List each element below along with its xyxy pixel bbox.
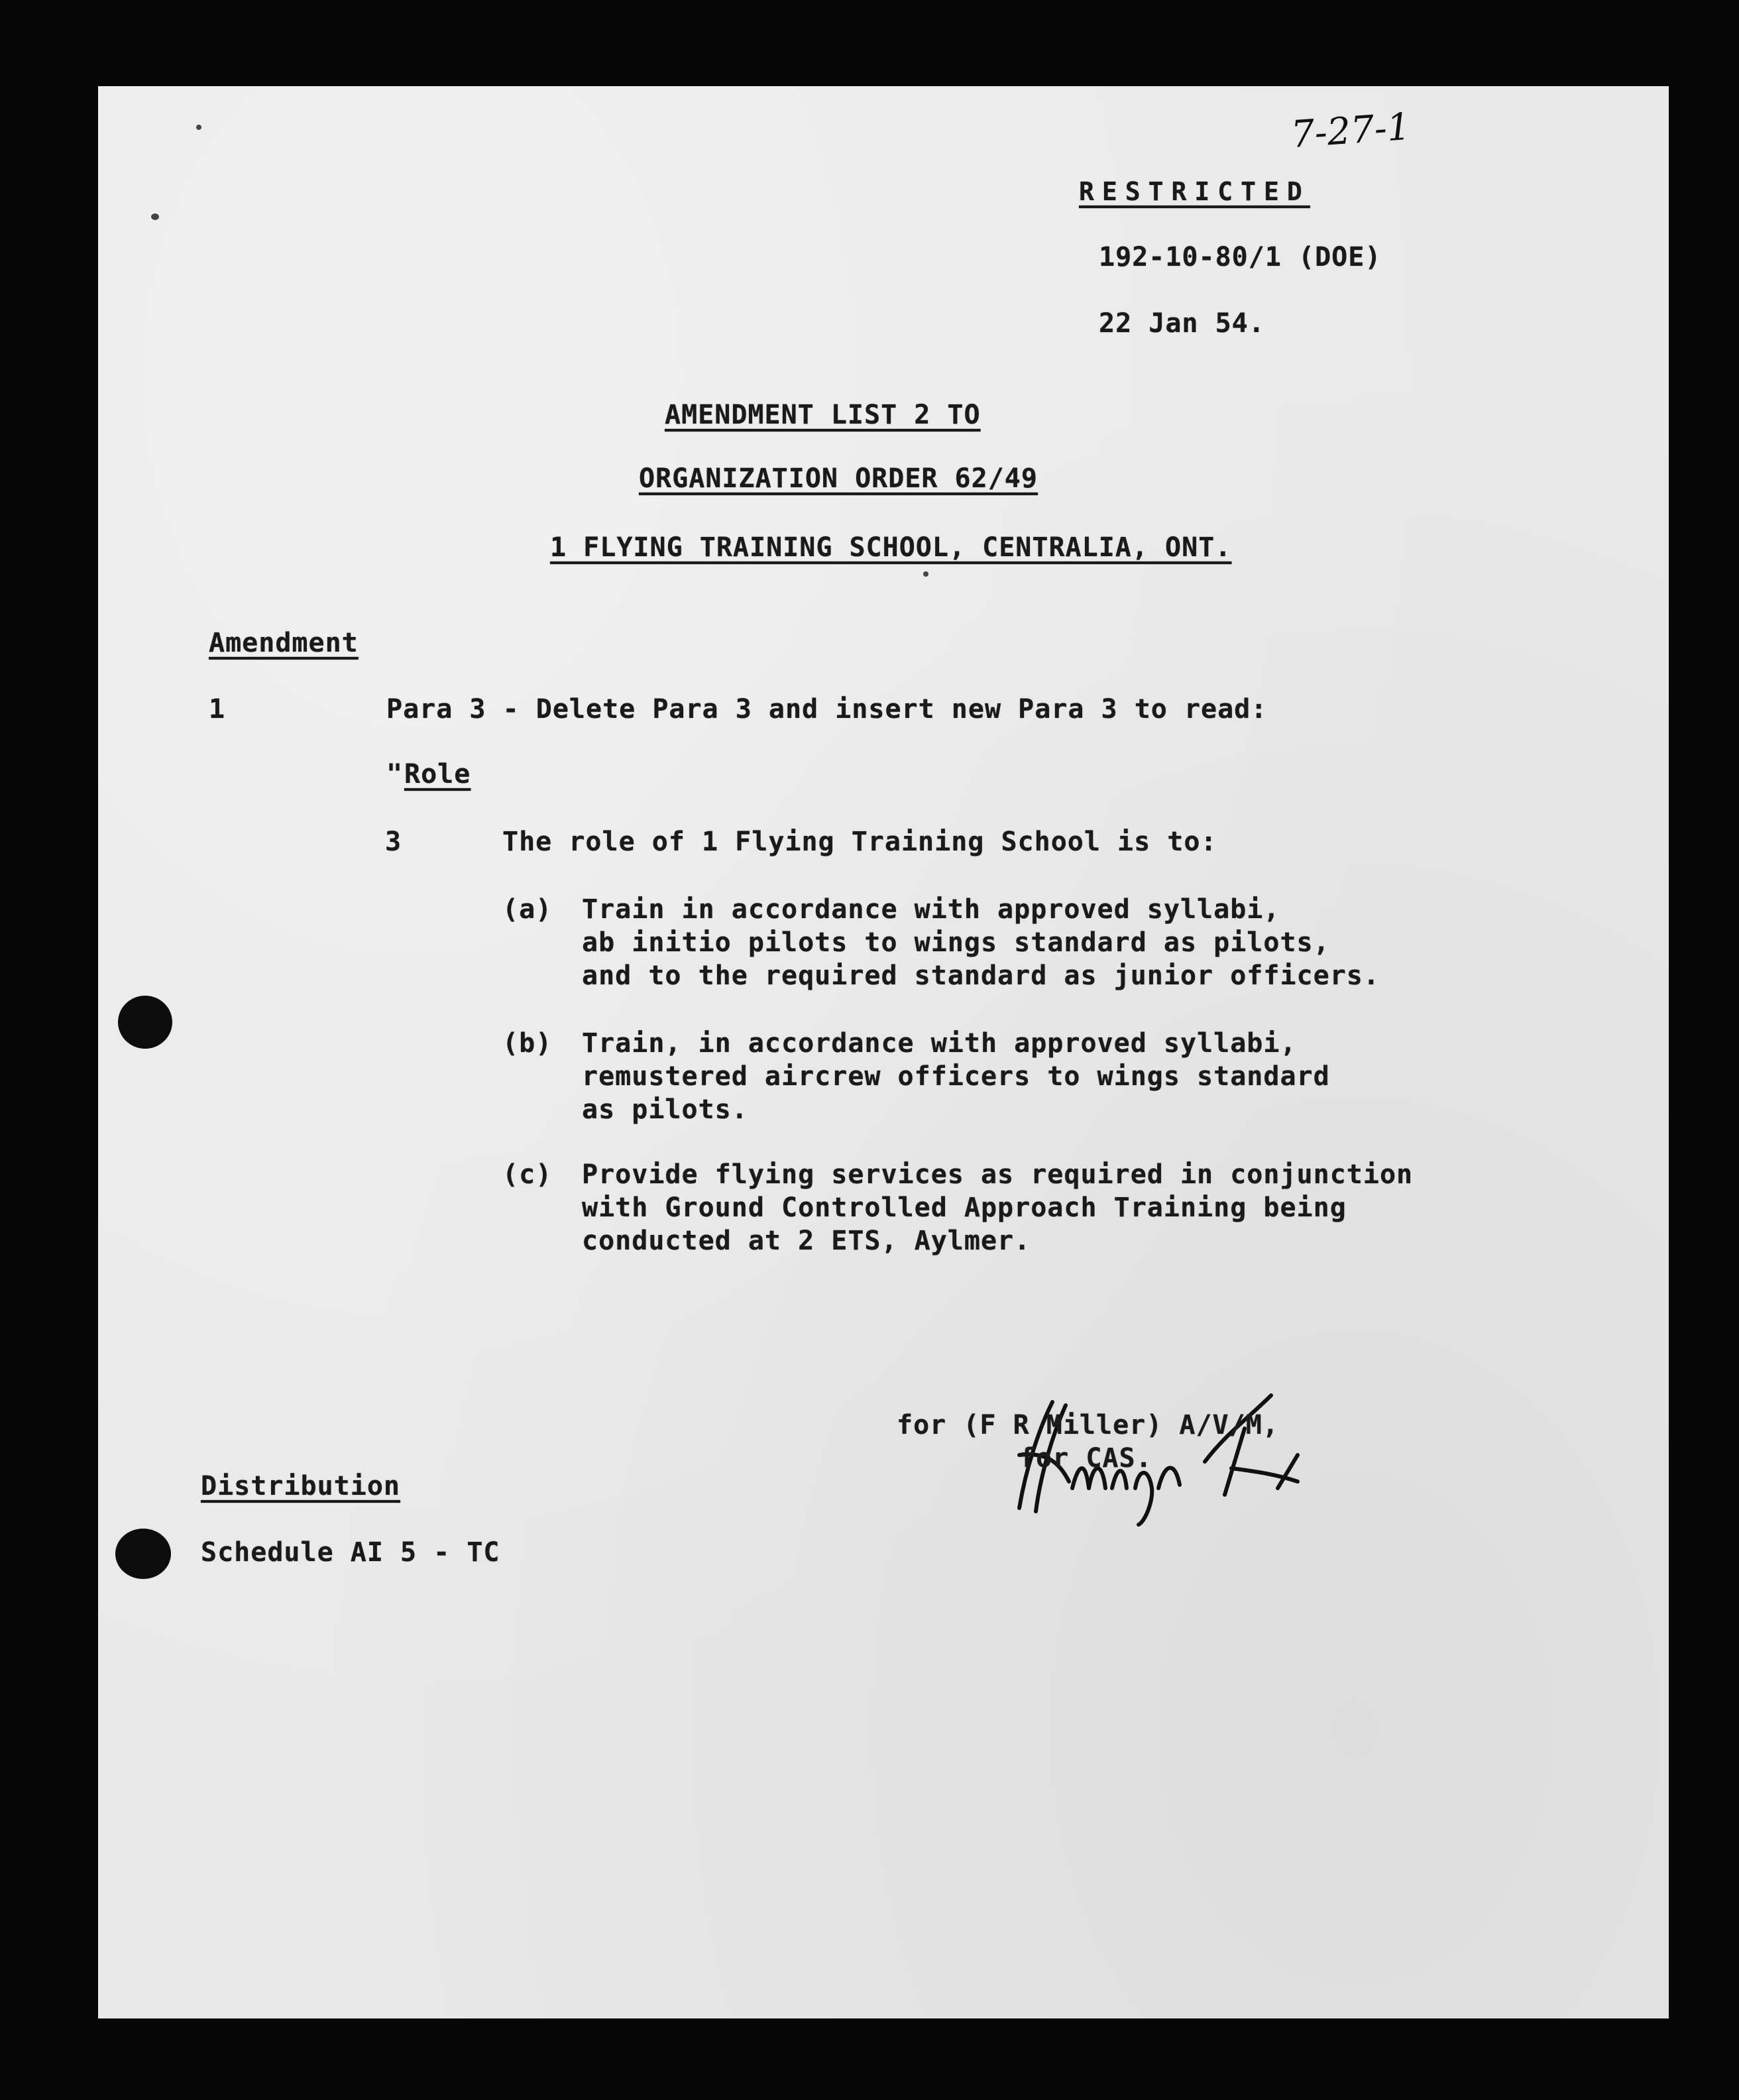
paper-speck bbox=[196, 125, 201, 130]
item-b-line-2: remustered aircrew officers to wings standard bbox=[582, 1061, 1330, 1092]
document-date: 22 Jan 54. bbox=[1099, 308, 1265, 339]
item-c-line-3: conducted at 2 ETS, Aylmer. bbox=[582, 1226, 1031, 1256]
item-a-line-2: ab initio pilots to wings standard as pilots, bbox=[582, 927, 1330, 958]
amendment-number: 1 bbox=[209, 694, 226, 725]
amendment-instruction: Para 3 - Delete Para 3 and insert new Para 3 to read: bbox=[386, 694, 1268, 725]
item-b-line-3: as pilots. bbox=[582, 1094, 748, 1125]
title-line-1: AMENDMENT LIST 2 TO bbox=[665, 400, 981, 430]
classification-marking: RESTRICTED bbox=[1079, 177, 1310, 206]
punch-hole-lower bbox=[115, 1529, 171, 1579]
signature-line-2: for CAS. bbox=[1019, 1443, 1152, 1474]
distribution-list: Schedule AI 5 - TC bbox=[201, 1537, 500, 1568]
item-b-line-1: Train, in accordance with approved syllabi, bbox=[582, 1028, 1297, 1059]
amendment-heading: Amendment bbox=[209, 628, 359, 658]
signature-line-1: for (F R Miller) A/V/M, bbox=[897, 1410, 1279, 1440]
title-line-2: ORGANIZATION ORDER 62/49 bbox=[639, 463, 1038, 494]
handwritten-file-reference: 7-27-1 bbox=[1289, 105, 1412, 157]
paper-speck bbox=[151, 213, 159, 220]
distribution-heading: Distribution bbox=[201, 1471, 400, 1501]
para-number: 3 bbox=[385, 827, 402, 857]
para-intro: The role of 1 Flying Training School is to: bbox=[502, 827, 1217, 857]
item-a-line-3: and to the required standard as junior officers. bbox=[582, 961, 1380, 991]
item-label-b: (b) bbox=[502, 1028, 553, 1059]
title-line-3: 1 FLYING TRAINING SCHOOL, CENTRALIA, ONT. bbox=[550, 532, 1232, 563]
role-heading: Role bbox=[404, 759, 471, 789]
item-c-line-1: Provide flying services as required in conjunction bbox=[582, 1159, 1414, 1190]
item-label-a: (a) bbox=[502, 894, 553, 925]
opening-quote-mark: " bbox=[386, 759, 404, 789]
item-c-line-2: with Ground Controlled Approach Training being bbox=[582, 1193, 1347, 1223]
file-number: 192-10-80/1 (DOE) bbox=[1099, 242, 1382, 272]
paper-speck bbox=[923, 571, 928, 577]
punch-hole-upper bbox=[118, 996, 172, 1049]
item-label-c: (c) bbox=[502, 1159, 553, 1190]
item-a-line-1: Train in accordance with approved syllabi, bbox=[582, 894, 1280, 925]
document-page bbox=[98, 86, 1669, 2018]
